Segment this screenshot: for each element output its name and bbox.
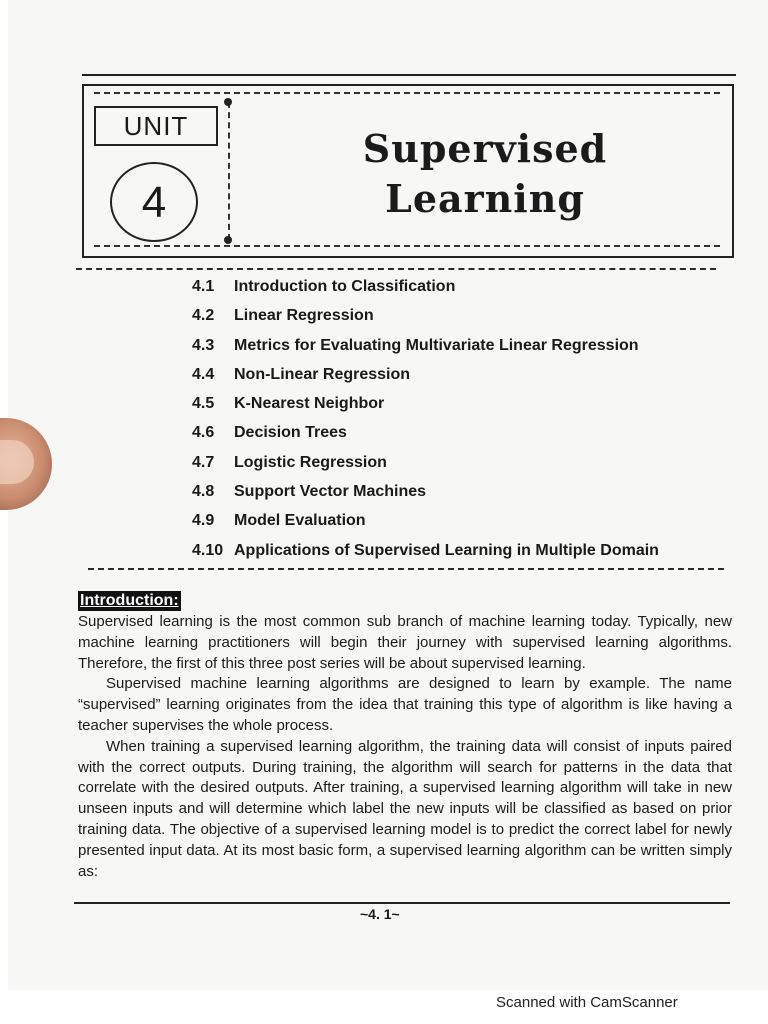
toc-item <box>192 307 732 336</box>
toc-number: 4.5 <box>192 395 215 413</box>
paragraph: Supervised learning is the most common sub branch of machine learning today. Typically, new machine learning practitioners will begin their journey with supervised learning algorithms. Therefore, the first of this three post series will be about supervised learning. <box>78 613 732 672</box>
toc-label: K-Nearest Neighbor <box>234 395 385 413</box>
toc-label: Applications of Supervised Learning in Multiple Domain <box>234 541 659 559</box>
toc-item <box>192 483 732 512</box>
toc-item <box>192 454 732 483</box>
toc-item <box>192 512 732 541</box>
section-heading: Introduction: <box>80 592 179 609</box>
toc-number: 4.8 <box>192 483 215 501</box>
toc-number: 4.3 <box>192 336 215 354</box>
header-divider <box>228 102 230 240</box>
toc-label: Metrics for Evaluating Multivariate Linear Regression <box>234 336 639 354</box>
toc-item <box>192 424 732 453</box>
toc-item <box>192 542 732 571</box>
toc-label: Linear Regression <box>234 307 374 325</box>
toc-number: 4.10 <box>192 541 224 559</box>
header-dashed-rule-top <box>94 92 720 94</box>
scanner-watermark: Scanned with CamScanner <box>496 994 678 1011</box>
toc-label: Decision Trees <box>234 424 347 442</box>
toc-number: 4.6 <box>192 424 215 442</box>
toc-number: 4.2 <box>192 307 215 325</box>
footer-rule <box>74 902 730 904</box>
divider-dot-top <box>224 98 232 106</box>
unit-number: 4 <box>110 162 198 242</box>
toc-number: 4.4 <box>192 365 215 383</box>
toc-item <box>192 278 732 307</box>
paragraph: Supervised machine learning algorithms are designed to learn by example. The name “supervised” learning originates from the idea that training this type of algorithm is like having a teacher supervises the whole process. <box>78 675 732 734</box>
toc-item <box>192 395 732 424</box>
table-of-contents <box>192 278 732 571</box>
intro-body <box>78 612 732 882</box>
title-line-2: Learning <box>385 176 585 221</box>
toc-label: Introduction to Classification <box>234 278 456 295</box>
toc-label: Logistic Regression <box>234 453 387 471</box>
toc-dashed-rule-top <box>76 268 716 270</box>
toc-label: Support Vector Machines <box>234 483 427 501</box>
page-number: ~4. 1~ <box>360 906 400 922</box>
header-dashed-rule-bottom <box>94 245 720 247</box>
toc-number: 4.7 <box>192 453 215 471</box>
toc-label: Model Evaluation <box>234 512 366 530</box>
toc-number: 4.1 <box>192 278 215 295</box>
unit-label: UNIT <box>94 106 218 146</box>
page-title <box>300 124 670 224</box>
toc-number: 4.9 <box>192 512 215 530</box>
toc-item <box>192 366 732 395</box>
title-line-1: Supervised <box>362 126 608 171</box>
toc-dashed-rule-bottom <box>88 568 724 570</box>
toc-label: Non-Linear Regression <box>234 365 411 383</box>
paragraph: When training a supervised learning algorithm, the training data will consist of inputs paired with the correct outputs. During training, the algorithm will search for patterns in the data that correlate with the desired outputs. After training, a supervised learning algorithm will take in new unseen inputs and will determine which label the new inputs will be classified as based on prior training data. The objective of a supervised learning model is to predict the correct label for newly presented input data. At its most basic form, a supervised learning algorithm can be written simply as: <box>78 737 732 880</box>
top-rule <box>82 74 736 76</box>
divider-dot-bottom <box>224 236 232 244</box>
toc-item <box>192 337 732 366</box>
